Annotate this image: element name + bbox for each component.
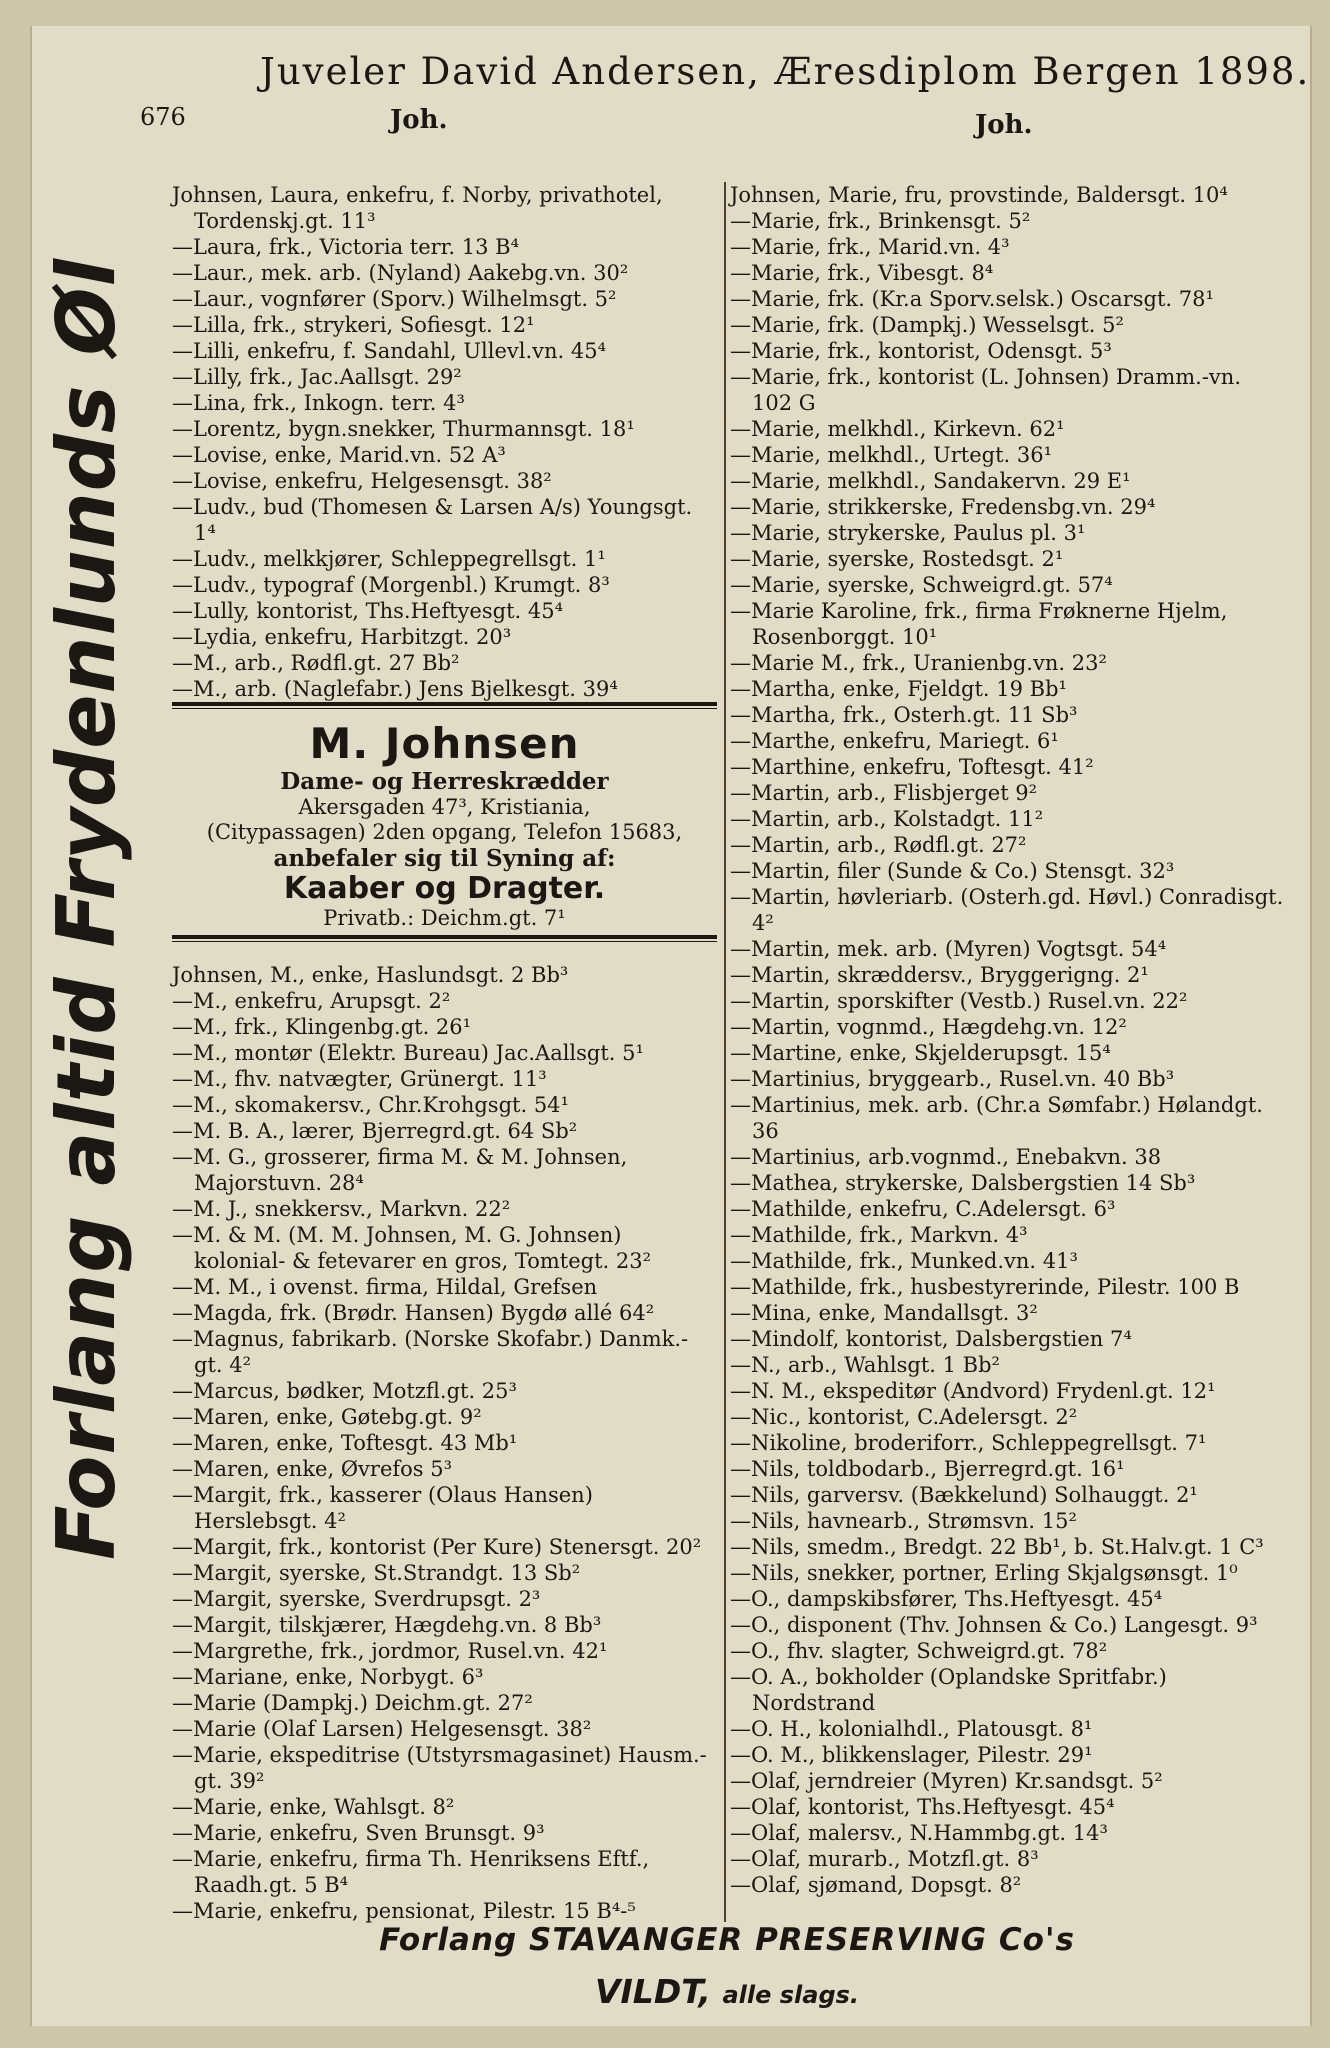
- list-item: —Magnus, fabrikarb. (Norske Skofabr.) Danmk.-gt. 4²: [172, 1327, 689, 1377]
- ad-line: (Citypassagen) 2den opgang, Telefon 15683,: [206, 820, 683, 844]
- list-item: —Martin, skræddersv., Bryggerigng. 2¹: [730, 963, 1149, 987]
- list-item: —Marie, frk., Vibesgt. 8⁴: [730, 261, 994, 285]
- list-item: —Lydia, enkefru, Harbitzgt. 20³: [172, 625, 512, 649]
- list-item: —Laura, frk., Victoria terr. 13 B⁴: [172, 235, 520, 259]
- list-item: —Mathilde, frk., Markvn. 4³: [730, 1223, 1028, 1247]
- side-advertisement: Forlang altid Frydenlunds Øl: [40, 258, 133, 1560]
- list-item: Johnsen, Laura, enkefru, f. Norby, privathotel, Tordenskj.gt. 11³: [172, 183, 663, 233]
- list-item: —Marie, enke, Wahlsgt. 8²: [172, 1795, 455, 1819]
- list-item: —Marie, enkefru, pensionat, Pilestr. 15 B⁴-⁵: [172, 1899, 636, 1923]
- list-item: —M., arb. (Naglefabr.) Jens Bjelkesgt. 39⁴: [172, 677, 618, 701]
- footer-main-text: VILDT,: [594, 1972, 711, 2011]
- list-item: —Marie, frk. (Kr.a Sporv.selsk.) Oscarsgt. 78¹: [730, 287, 1214, 311]
- list-item: —Marie, frk., kontorist (L. Johnsen) Dramm.-vn. 102 G: [730, 365, 1241, 415]
- left-column-bottom: [172, 962, 712, 1924]
- list-item: —Nikoline, broderiforr., Schleppegrellsgt. 7¹: [730, 1431, 1207, 1455]
- list-item: —Martine, enke, Skjelderupsgt. 15⁴: [730, 1041, 1111, 1065]
- list-item: —Mathilde, enkefru, C.Adelersgt. 6³: [730, 1197, 1116, 1221]
- list-item: —Nic., kontorist, C.Adelersgt. 2²: [730, 1405, 1078, 1429]
- list-item: —Margrethe, frk., jordmor, Rusel.vn. 42¹: [172, 1639, 608, 1663]
- list-item: —Nils, havnearb., Strømsvn. 15²: [730, 1509, 1077, 1533]
- list-item: —Marie, strykerske, Paulus pl. 3¹: [730, 521, 1086, 545]
- list-item: —Maren, enke, Toftesgt. 43 Mb¹: [172, 1431, 518, 1455]
- list-item: —O., dampskibsfører, Ths.Heftyesgt. 45⁴: [730, 1587, 1163, 1611]
- list-item: —Marie, syerske, Schweigrd.gt. 57⁴: [730, 573, 1113, 597]
- right-column: [730, 182, 1285, 1898]
- list-item: —M. G., grosserer, firma M. & M. Johnsen, Majorstuvn. 28⁴: [172, 1145, 628, 1195]
- list-item: —Mariane, enke, Norbygt. 6³: [172, 1665, 484, 1689]
- list-item: —Marthe, enkefru, Mariegt. 6¹: [730, 729, 1059, 753]
- list-item: —Lina, frk., Inkogn. terr. 4³: [172, 391, 465, 415]
- list-item: —Lorentz, bygn.snekker, Thurmannsgt. 18¹: [172, 417, 635, 441]
- footer-advertisement-line-1: Forlang STAVANGER PRESERVING Co's: [379, 1922, 1075, 1958]
- list-item: —Nils, snekker, portner, Erling Skjalgsønsgt. 1⁰: [730, 1561, 1238, 1585]
- list-item: —M., frk., Klingenbg.gt. 26¹: [172, 1015, 472, 1039]
- list-item: —Martinius, bryggearb., Rusel.vn. 40 Bb³: [730, 1067, 1175, 1091]
- list-item: —O. H., kolonialhdl., Platousgt. 8¹: [730, 1717, 1093, 1741]
- list-item: —Marie Karoline, frk., firma Frøknerne Hjelm, Rosenborggt. 10¹: [730, 599, 1228, 649]
- catchword-left: Joh.: [390, 105, 448, 135]
- list-item: —Lilli, enkefru, f. Sandahl, Ullevl.vn. 45⁴: [172, 339, 607, 363]
- list-item: —Olaf, kontorist, Ths.Heftyesgt. 45⁴: [730, 1795, 1115, 1819]
- list-item: —Martin, mek. arb. (Myren) Vogtsgt. 54⁴: [730, 937, 1167, 961]
- list-item: —Margit, syerske, St.Strandgt. 13 Sb²: [172, 1561, 581, 1585]
- list-item: —Lovise, enke, Marid.vn. 52 A³: [172, 443, 506, 467]
- list-item: —M., enkefru, Arupsgt. 2²: [172, 989, 451, 1013]
- list-item: —Margit, tilskjærer, Hægdehg.vn. 8 Bb³: [172, 1613, 602, 1637]
- list-item: —Marie, strikkerske, Fredensbg.vn. 29⁴: [730, 495, 1156, 519]
- list-item: —Laur., mek. arb. (Nyland) Aakebg.vn. 30²: [172, 261, 629, 285]
- list-item: —Martin, arb., Flisbjerget 9²: [730, 781, 1038, 805]
- ad-line: Dame- og Herreskrædder: [280, 768, 609, 795]
- list-item: —Olaf, sjømand, Dopsgt. 8²: [730, 1873, 1022, 1897]
- list-item: —Lilla, frk., strykeri, Sofiesgt. 12¹: [172, 313, 535, 337]
- list-item: —Nils, toldbodarb., Bjerregrd.gt. 16¹: [730, 1457, 1125, 1481]
- list-item: —Nils, garversv. (Bækkelund) Solhauggt. 2¹: [730, 1483, 1198, 1507]
- list-item: —Olaf, jerndreier (Myren) Kr.sandsgt. 5²: [730, 1769, 1163, 1793]
- list-item: —Marie, ekspeditrise (Utstyrsmagasinet) Hausm.-gt. 39²: [172, 1743, 707, 1793]
- list-item: —Marie, melkhdl., Kirkevn. 62¹: [730, 417, 1065, 441]
- list-item: —Marie, frk. (Dampkj.) Wesselsgt. 5²: [730, 313, 1124, 337]
- list-item: —Marie, frk., Marid.vn. 4³: [730, 235, 1010, 259]
- list-item: —O. A., bokholder (Oplandske Spritfabr.) Nordstrand: [730, 1665, 1167, 1715]
- list-item: —Martha, frk., Osterh.gt. 11 Sb³: [730, 703, 1078, 727]
- list-item: —Ludv., bud (Thomesen & Larsen A/s) Youngsgt. 1⁴: [172, 495, 693, 545]
- list-item: —Martha, enke, Fjeldgt. 19 Bb¹: [730, 677, 1067, 701]
- list-item: —Magda, frk. (Brødr. Hansen) Bygdø allé 64²: [172, 1301, 655, 1325]
- list-item: —Marie, syerske, Rostedsgt. 2¹: [730, 547, 1064, 571]
- list-item: —Ludv., melkkjører, Schleppegrellsgt. 1¹: [172, 547, 606, 571]
- list-item: —Laur., vognfører (Sporv.) Wilhelmsgt. 5²: [172, 287, 617, 311]
- list-item: —Martin, filer (Sunde & Co.) Stensgt. 32³: [730, 859, 1175, 883]
- list-item: —O., fhv. slagter, Schweigrd.gt. 78²: [730, 1639, 1108, 1663]
- ad-line: Akersgaden 47³, Kristiania,: [298, 795, 591, 819]
- list-item: —Lilly, frk., Jac.Aallsgt. 29²: [172, 365, 462, 389]
- list-item: —N., arb., Wahlsgt. 1 Bb²: [730, 1353, 1000, 1377]
- ad-line: anbefaler sig til Syning af:: [273, 845, 616, 872]
- list-item: —Mindolf, kontorist, Dalsbergstien 7⁴: [730, 1327, 1132, 1351]
- list-item: —Olaf, murarb., Motzfl.gt. 8³: [730, 1847, 1039, 1871]
- list-item: —Marie (Dampkj.) Deichm.gt. 27²: [172, 1691, 533, 1715]
- list-item: Johnsen, Marie, fru, provstinde, Baldersgt. 10⁴: [730, 183, 1228, 207]
- ad-line: Kaaber og Dragter.: [283, 871, 606, 906]
- list-item: —Martin, arb., Kolstadgt. 11²: [730, 807, 1044, 831]
- list-item: —Marie, melkhdl., Urtegt. 36¹: [730, 443, 1053, 467]
- list-item: —Martinius, arb.vognmd., Enebakvn. 38: [730, 1145, 1162, 1169]
- list-item: —Marie (Olaf Larsen) Helgesensgt. 38²: [172, 1717, 592, 1741]
- list-item: —Marie M., frk., Uranienbg.vn. 23²: [730, 651, 1107, 675]
- list-item: —Mathilde, frk., Munked.vn. 41³: [730, 1249, 1078, 1273]
- ad-line: Privatb.: Deichm.gt. 7¹: [323, 906, 566, 930]
- list-item: —N. M., ekspeditør (Andvord) Frydenl.gt. 12¹: [730, 1379, 1216, 1403]
- johnsen-advertisement: [172, 702, 717, 952]
- list-item: —Marthine, enkefru, Toftesgt. 41²: [730, 755, 1094, 779]
- list-item: —Mathea, strykerske, Dalsbergstien 14 Sb³: [730, 1171, 1196, 1195]
- list-item: —Marcus, bødker, Motzfl.gt. 25³: [172, 1379, 517, 1403]
- list-item: —M. J., snekkersv., Markvn. 22²: [172, 1197, 511, 1221]
- list-item: —M., skomakersv., Chr.Krohgsgt. 54¹: [172, 1093, 569, 1117]
- list-item: —O., disponent (Thv. Johnsen & Co.) Langesgt. 9³: [730, 1613, 1258, 1637]
- list-item: —M., montør (Elektr. Bureau) Jac.Aallsgt. 5¹: [172, 1041, 644, 1065]
- list-item: —Marie, enkefru, Sven Brunsgt. 9³: [172, 1821, 545, 1845]
- list-item: —Mathilde, frk., husbestyrerinde, Pilestr. 100 B: [730, 1275, 1240, 1299]
- list-item: —Maren, enke, Gøtebg.gt. 9²: [172, 1405, 482, 1429]
- list-item: —Marie, frk., kontorist, Odensgt. 5³: [730, 339, 1112, 363]
- left-column-top: [172, 182, 712, 702]
- list-item: —Ludv., typograf (Morgenbl.) Krumgt. 8³: [172, 573, 610, 597]
- list-item: —Martin, høvleriarb. (Osterh.gd. Høvl.) Conradisgt. 4²: [730, 885, 1284, 935]
- list-item: —Mina, enke, Mandallsgt. 3²: [730, 1301, 1038, 1325]
- page-number: 676: [140, 103, 186, 131]
- page-header: Juveler David Andersen, Æresdiplom Bergen 1898.: [260, 50, 1311, 93]
- list-item: —M. & M. (M. M. Johnsen, M. G. Johnsen) kolonial- & fetevarer en gros, Tomtegt. 23²: [172, 1223, 652, 1273]
- list-item: —Martin, sporskifter (Vestb.) Rusel.vn. 22²: [730, 989, 1188, 1013]
- footer-advertisement-line-2: [172, 1972, 1282, 2011]
- ad-top-rule: [172, 702, 717, 709]
- ad-bottom-rule: [172, 935, 717, 942]
- list-item: —M., arb., Rødfl.gt. 27 Bb²: [172, 651, 460, 675]
- column-divider: [724, 182, 726, 1922]
- list-item: —Marie, melkhdl., Sandakervn. 29 E¹: [730, 469, 1131, 493]
- list-item: —Olaf, malersv., N.Hammbg.gt. 14³: [730, 1821, 1108, 1845]
- catchword-right: Joh.: [975, 110, 1033, 140]
- footer-small-text: alle slags.: [722, 1981, 860, 2009]
- list-item: —Margit, frk., kontorist (Per Kure) Stenersgt. 20²: [172, 1535, 702, 1559]
- list-item: —M., fhv. natvægter, Grünergt. 11³: [172, 1067, 547, 1091]
- list-item: —Margit, frk., kasserer (Olaus Hansen) Herslebsgt. 4²: [172, 1483, 593, 1533]
- list-item: —Lovise, enkefru, Helgesensgt. 38²: [172, 469, 552, 493]
- list-item: —M. B. A., lærer, Bjerregrd.gt. 64 Sb²: [172, 1119, 578, 1143]
- list-item: —M. M., i ovenst. firma, Hildal, Grefsen: [172, 1275, 598, 1299]
- list-item: —Martinius, mek. arb. (Chr.a Sømfabr.) Hølandgt. 36: [730, 1093, 1263, 1143]
- list-item: —Maren, enke, Øvrefos 5³: [172, 1457, 453, 1481]
- list-item: —Nils, smedm., Bredgt. 22 Bb¹, b. St.Halv.gt. 1 C³: [730, 1535, 1264, 1559]
- list-item: —Lully, kontorist, Ths.Heftyesgt. 45⁴: [172, 599, 564, 623]
- list-item: —O. M., blikkenslager, Pilestr. 29¹: [730, 1743, 1093, 1767]
- list-item: —Marie, frk., Brinkensgt. 5²: [730, 209, 1031, 233]
- list-item: —Martin, vognmd., Hægdehg.vn. 12²: [730, 1015, 1127, 1039]
- ad-name: M. Johnsen: [309, 719, 580, 768]
- list-item: Johnsen, M., enke, Haslundsgt. 2 Bb³: [172, 963, 569, 987]
- list-item: —Margit, syerske, Sverdrupsgt. 2³: [172, 1587, 541, 1611]
- list-item: —Marie, enkefru, firma Th. Henriksens Eftf., Raadh.gt. 5 B⁴: [172, 1847, 650, 1897]
- list-item: —Martin, arb., Rødfl.gt. 27²: [730, 833, 1027, 857]
